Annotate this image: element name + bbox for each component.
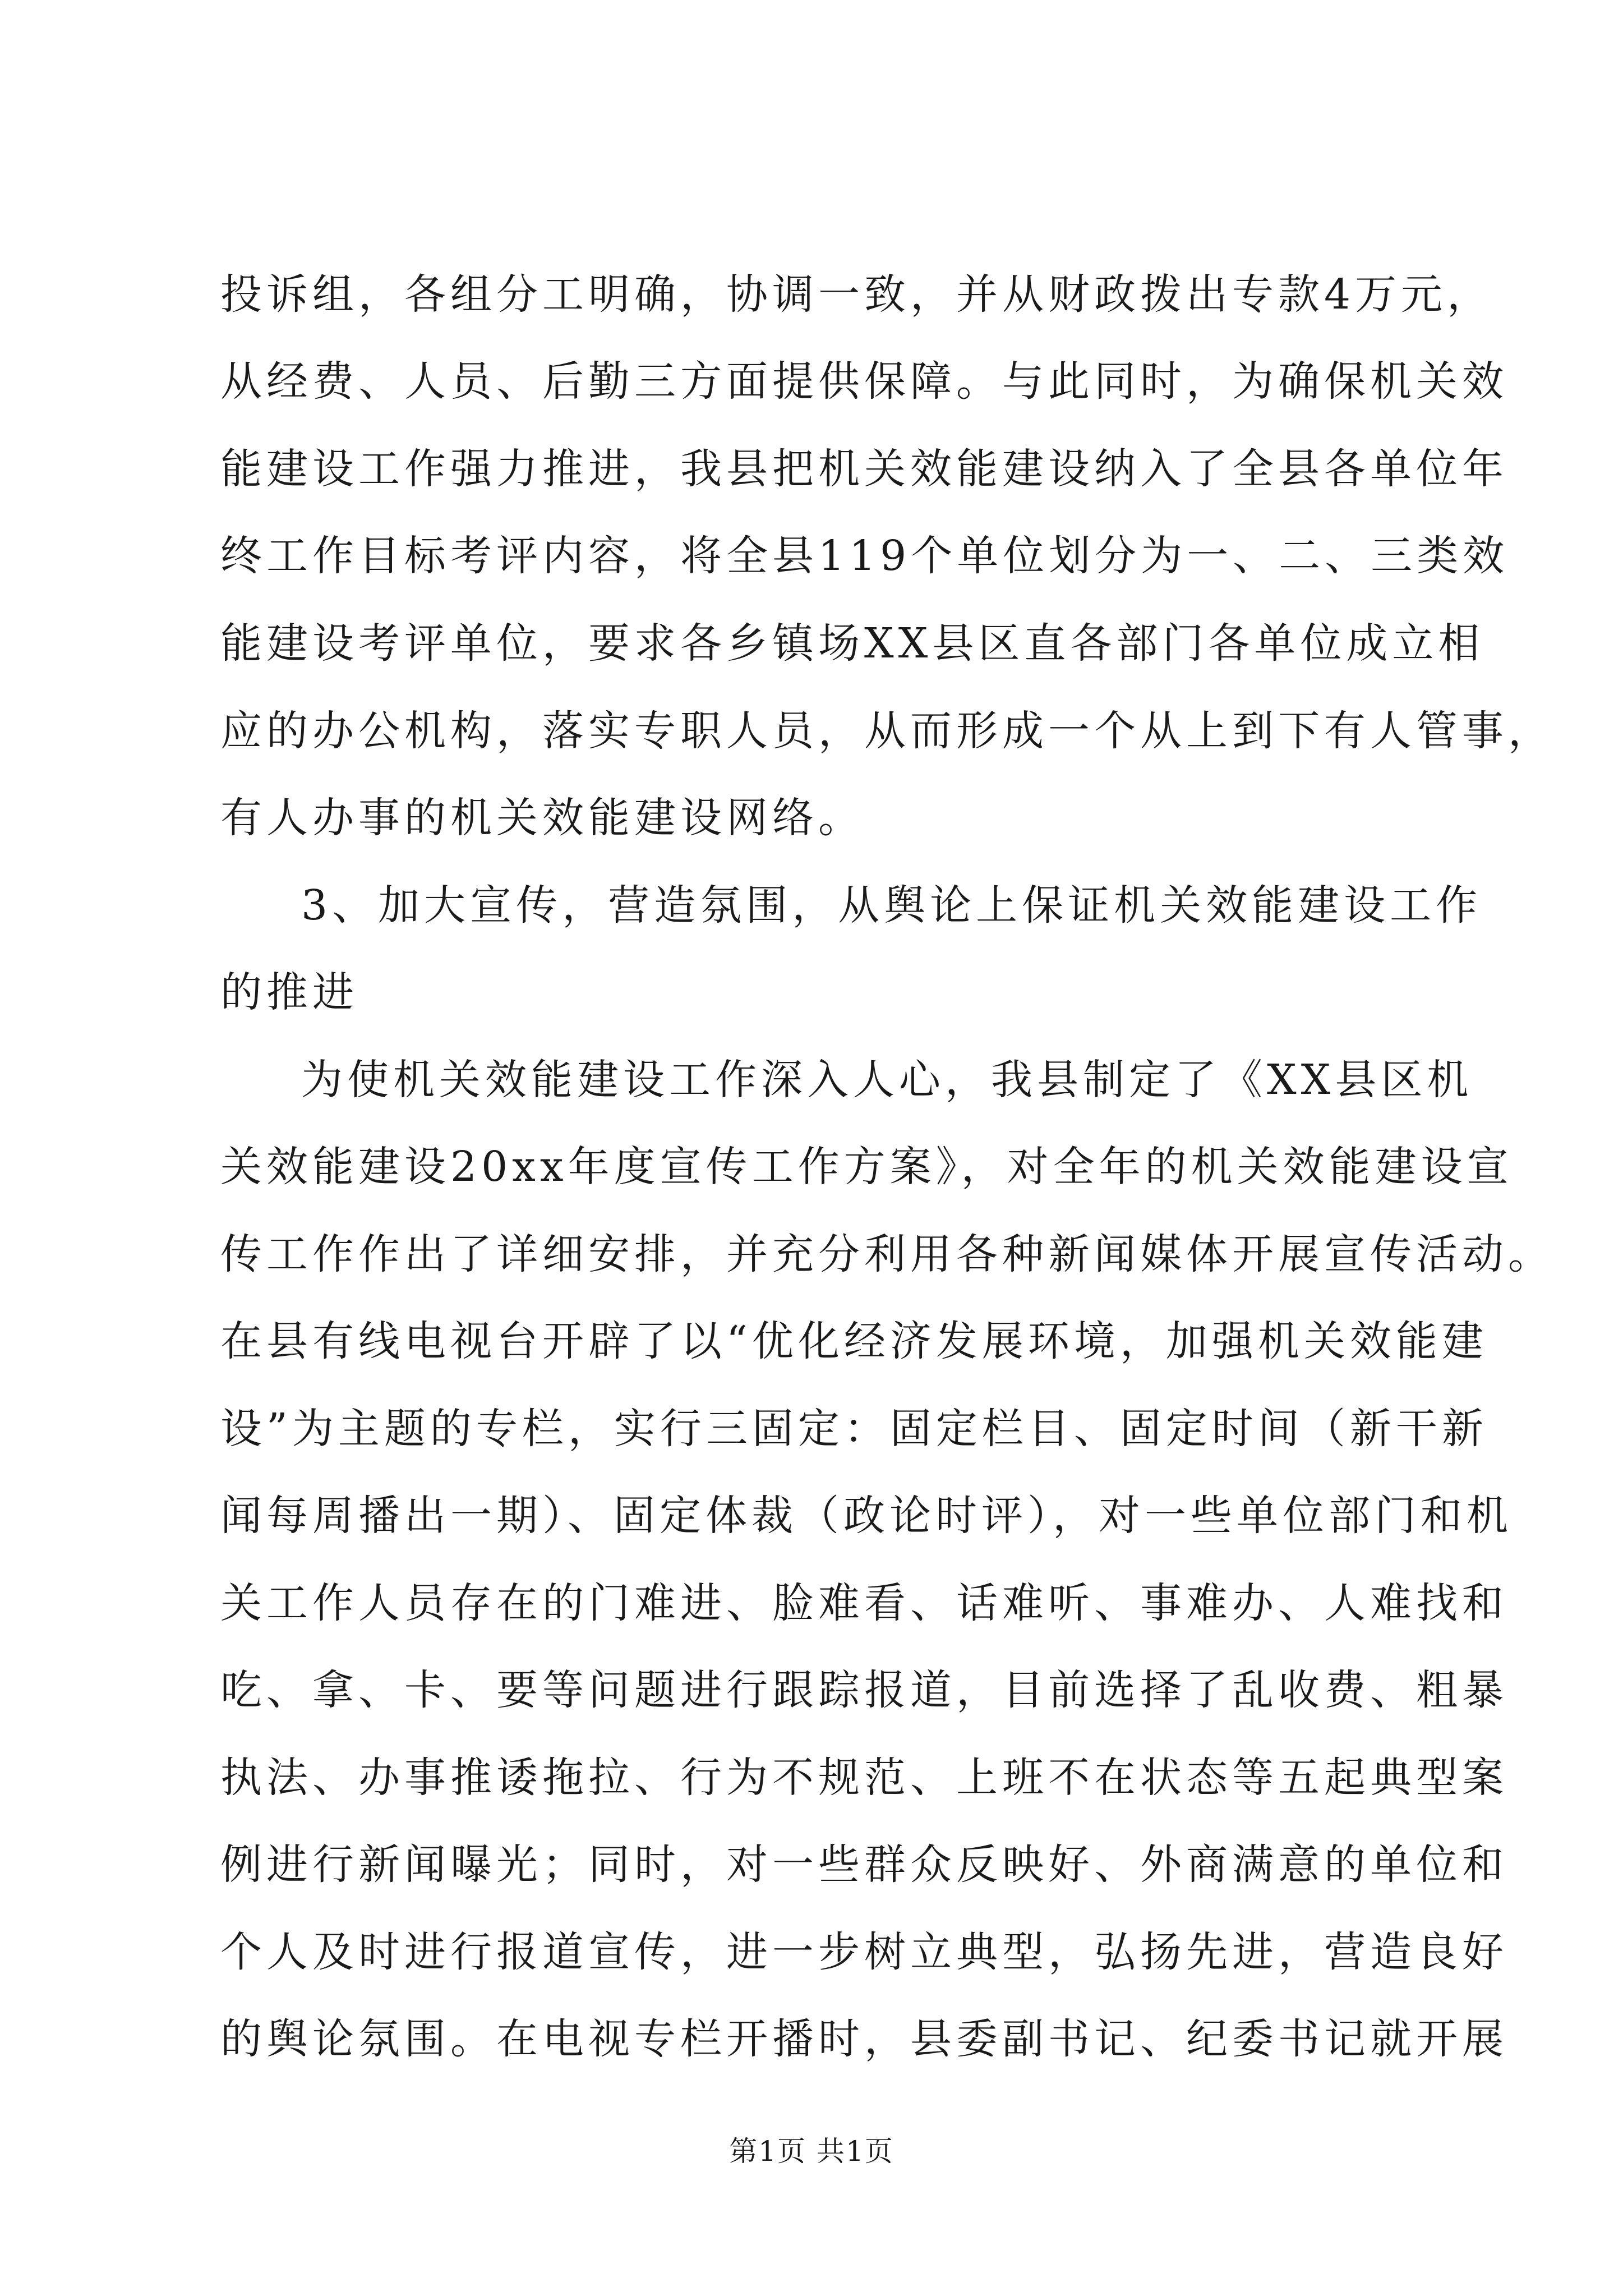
text-line: 有人办事的机关效能建设网络。 <box>220 794 864 842</box>
text-line: 终工作目标考评内容，将全县119个单位划分为一、二、三类效 <box>220 532 1509 580</box>
text-line: 关效能建设20xx年度宣传工作方案》，对全年的机关效能建设宣 <box>220 1143 1513 1191</box>
section-heading-line: 的推进 <box>220 968 358 1016</box>
text-line: 吃、拿、卡、要等问题进行跟踪报道，目前选择了乱收费、粗暴 <box>220 1666 1508 1714</box>
text-line: 能建设工作强力推进，我县把机关效能建设纳入了全县各单位年 <box>220 445 1508 493</box>
page-footer <box>0 2134 1623 2168</box>
text-line: 能建设考评单位，要求各乡镇场XX县区直各部门各单位成立相 <box>220 619 1484 668</box>
text-line: 为使机关效能建设工作深入人心，我县制定了《XX县区机 <box>301 1056 1473 1104</box>
page-number: 第1页 共1页 <box>729 2135 894 2168</box>
text-line: 投诉组，各组分工明确，协调一致，并从财政拨出专款4万元， <box>220 270 1493 319</box>
section-heading-line: 3、加大宣传，营造氛围，从舆论上保证机关效能建设工作 <box>301 881 1482 930</box>
text-line: 从经费、人员、后勤三方面提供保障。与此同时，为确保机关效 <box>220 357 1508 406</box>
text-line: 例进行新闻曝光；同时，对一些群众反映好、外商满意的单位和 <box>220 1841 1508 1889</box>
text-line: 个人及时进行报道宣传，进一步树立典型，弘扬先进，营造良好 <box>220 1928 1508 1976</box>
text-line: 设”为主题的专栏，实行三固定：固定栏目、固定时间（新干新 <box>220 1405 1488 1453</box>
text-line: 在县有线电视台开辟了以“优化经济发展环境，加强机关效能建 <box>220 1317 1488 1365</box>
text-line: 的舆论氛围。在电视专栏开播时，县委副书记、纪委书记就开展 <box>220 2015 1508 2063</box>
text-line: 应的办公机构，落实专职人员，从而形成一个从上到下有人管事， <box>220 707 1554 755</box>
text-line: 关工作人员存在的门难进、脸难看、话难听、事难办、人难找和 <box>220 1579 1508 1627</box>
text-line: 执法、办事推诿拖拉、行为不规范、上班不在状态等五起典型案 <box>220 1754 1508 1802</box>
text-line: 传工作作出了详细安排，并充分利用各种新闻媒体开展宣传活动。 <box>220 1230 1554 1278</box>
text-line: 闻每周播出一期）、固定体裁（政论时评），对一些单位部门和机 <box>220 1492 1513 1540</box>
